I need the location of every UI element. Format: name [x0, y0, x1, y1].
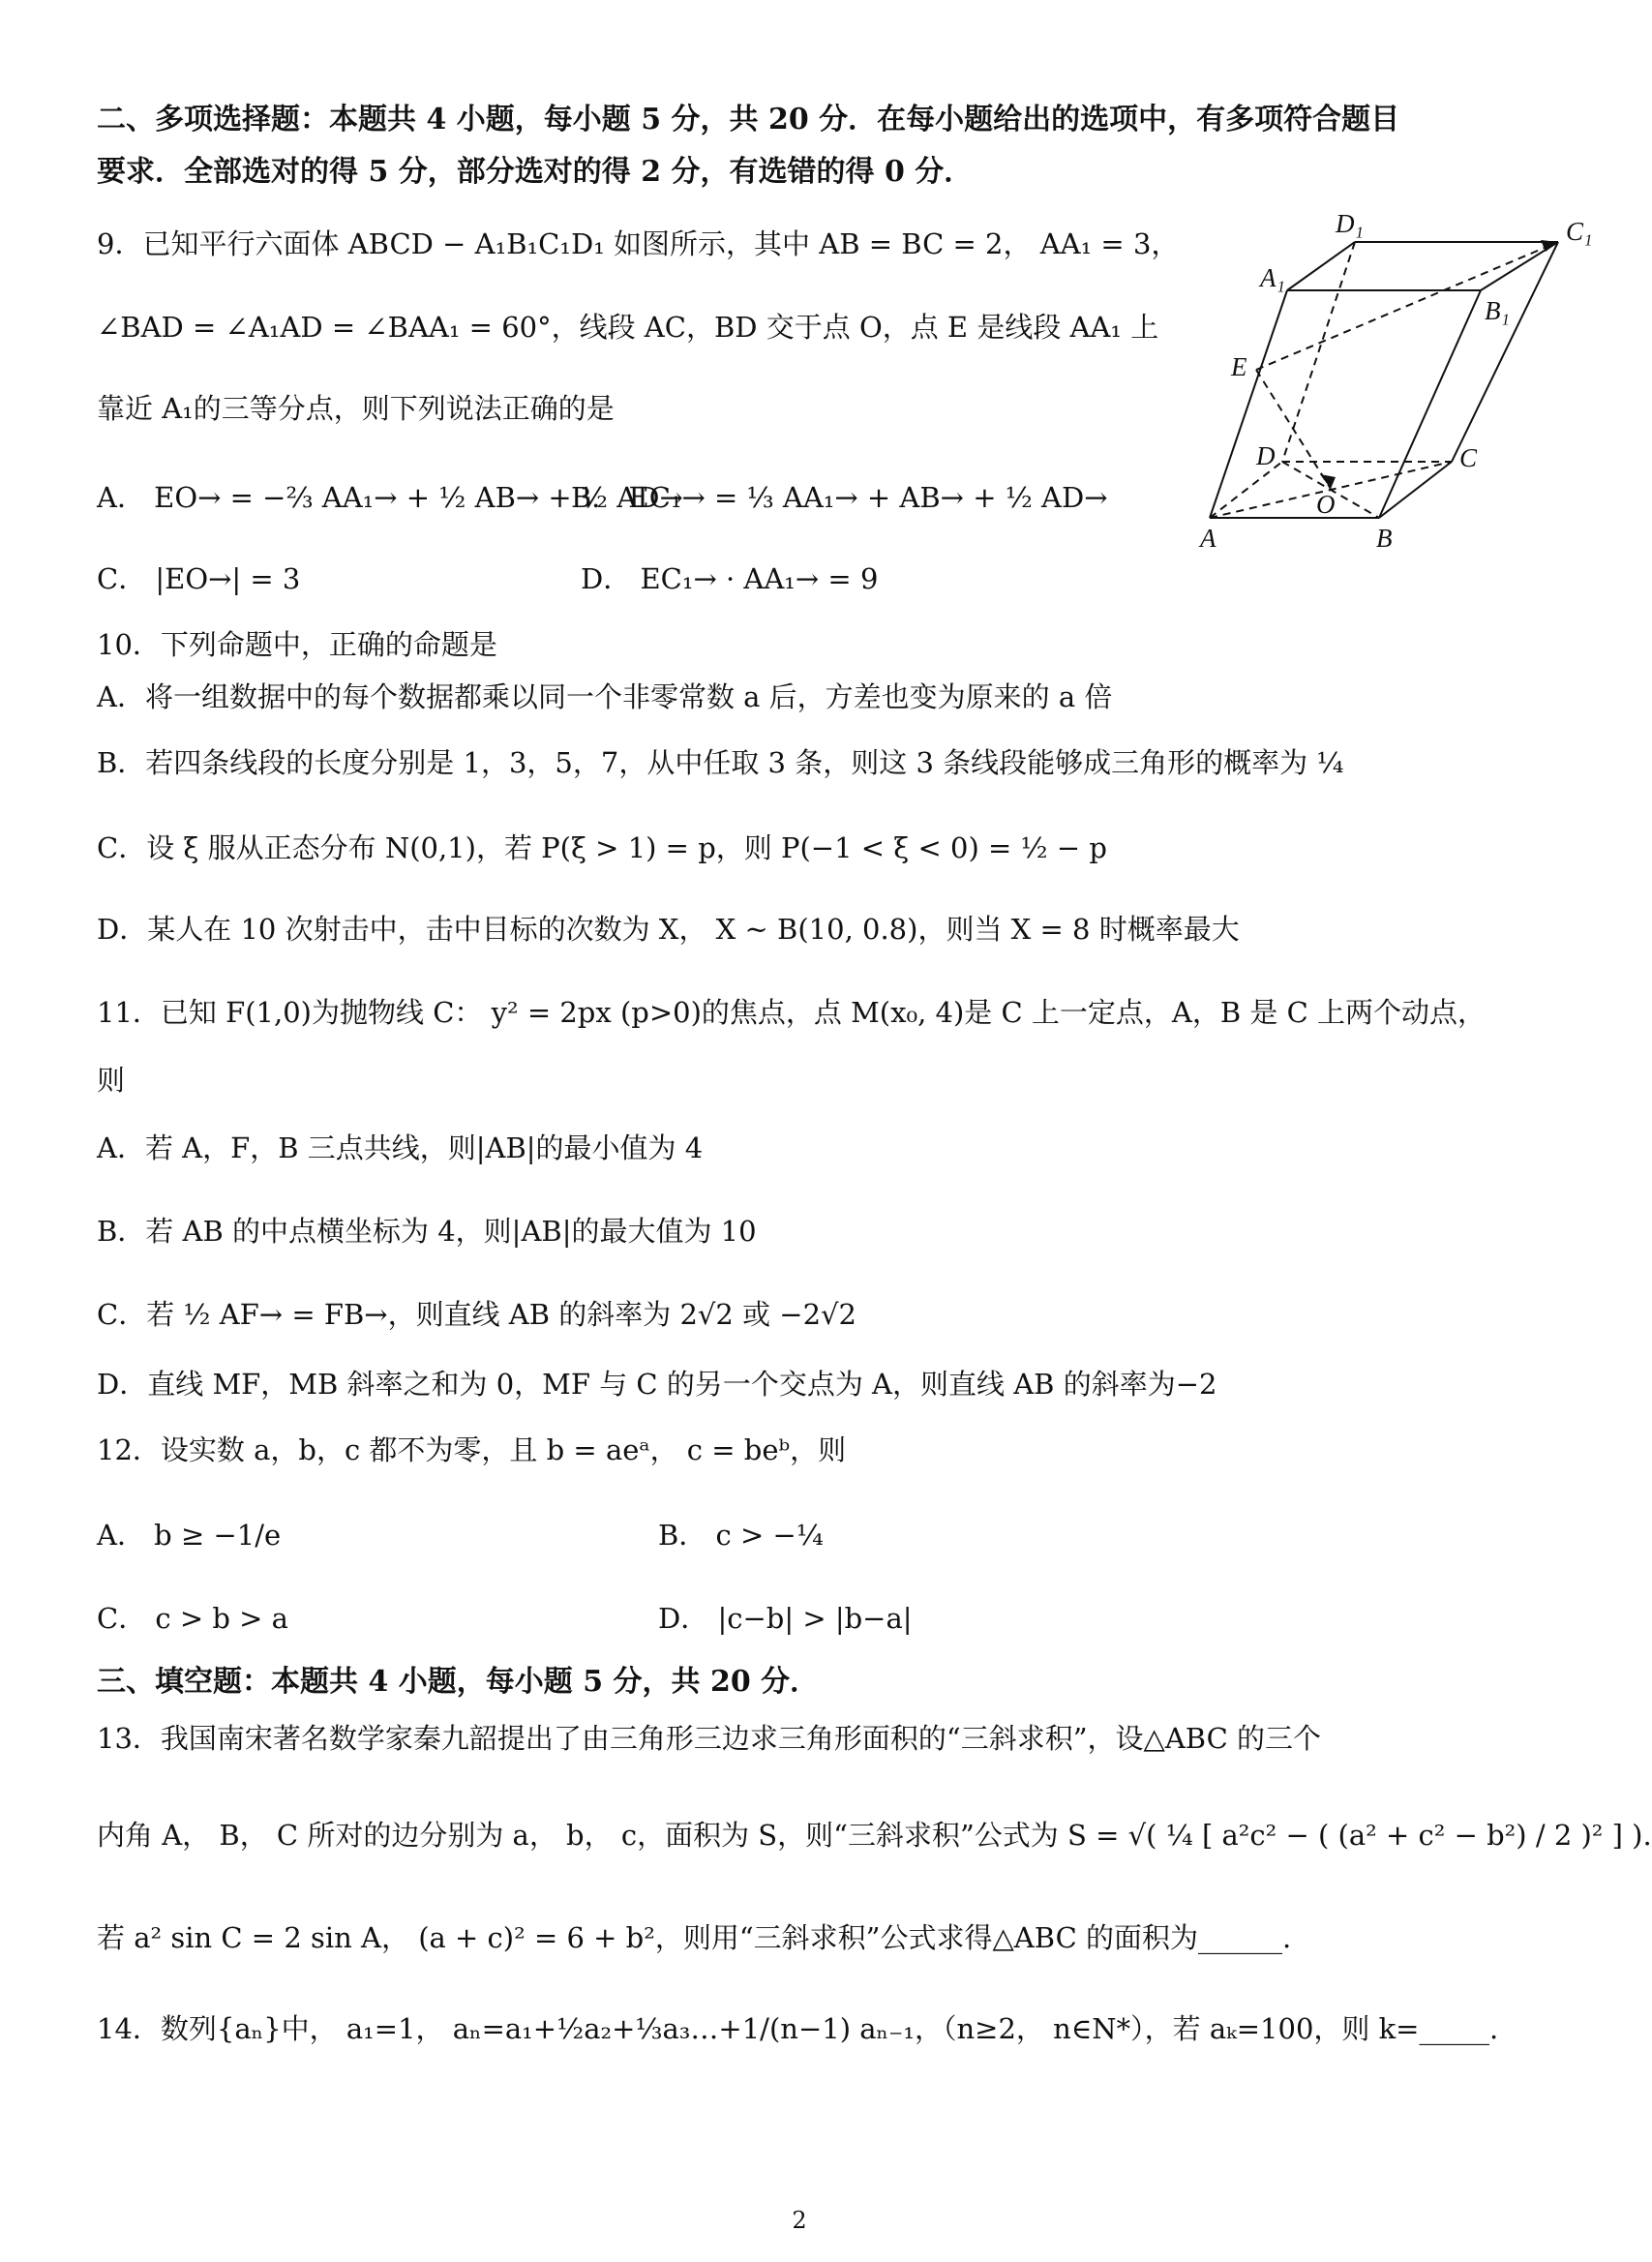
q10-option-b: B．若四条线段的长度分别是 1，3，5，7，从中任取 3 条，则这 3 条线段能够成三角形的概率为 ¼	[97, 746, 1344, 779]
q11-option-b: B．若 AB 的中点横坐标为 4，则|AB|的最大值为 10	[97, 1215, 757, 1248]
q11-option-c: C．若 ½ AF→ = FB→，则直线 AB 的斜率为 2√2 或 −2√2	[97, 1298, 856, 1331]
q10-stem: 10．下列命题中，正确的命题是	[97, 628, 497, 661]
section3-heading: 三、填空题：本题共 4 小题，每小题 5 分，共 20 分．	[97, 1665, 820, 1699]
label-a1: A₁	[1260, 263, 1285, 292]
label-d1: D₁	[1336, 209, 1364, 238]
q9-line1: 9．已知平行六面体 ABCD − A₁B₁C₁D₁ 如图所示，其中 AB = BC = 2， AA₁ = 3，	[97, 227, 1180, 260]
label-c1: C₁	[1566, 217, 1593, 246]
q11-option-d: D．直线 MF，MB 斜率之和为 0，MF 与 C 的另一个交点为 A，则直线 AB 的斜率为−2	[97, 1368, 1217, 1401]
q9-option-d: D． EC₁→ · AA₁→ = 9	[581, 562, 879, 595]
q10-option-a: A．将一组数据中的每个数据都乘以同一个非零常数 a 后，方差也变为原来的 a 倍	[97, 680, 1113, 713]
label-d: D	[1256, 441, 1276, 470]
label-e: E	[1231, 352, 1247, 381]
q9-option-c: C． |EO→| = 3	[97, 562, 301, 595]
label-o: O	[1316, 490, 1336, 519]
q11-line1: 11．已知 F(1,0)为抛物线 C： y² = 2px (p>0)的焦点，点 M(x₀, 4)是 C 上一定点，A，B 是 C 上两个动点，	[97, 996, 1487, 1029]
q10-option-d: D．某人在 10 次射击中，击中目标的次数为 X， X ~ B(10, 0.8)，则当 X = 8 时概率最大	[97, 913, 1240, 946]
label-c: C	[1459, 443, 1478, 472]
q11-line2: 则	[97, 1064, 126, 1097]
q9-line2: ∠BAD = ∠A₁AD = ∠BAA₁ = 60°，线段 AC，BD 交于点 O，点 E 是线段 AA₁ 上	[97, 311, 1159, 344]
q13-line2: 内角 A， B， C 所对的边分别为 a， b， c，面积为 S，则“三斜求积”公式为 S = √( ¼ [ a²c² − ( (a² + c² − b²) / 2 )² ] ).	[97, 1819, 1652, 1852]
q12-stem: 12．设实数 a，b，c 都不为零，且 b = aeᵃ， c = beᵇ，则	[97, 1433, 847, 1466]
q12-option-b: B． c > −¼	[658, 1519, 824, 1552]
q9-option-a: A． EO→ = −⅔ AA₁→ + ½ AB→ + ½ AD→	[97, 481, 683, 514]
label-a: A	[1200, 524, 1216, 553]
q12-option-a: A． b ≥ −1/e	[97, 1519, 282, 1552]
q10-option-c: C．设 ξ 服从正态分布 N(0,1)，若 P(ξ > 1) = p，则 P(−1 < ξ < 0) = ½ − p	[97, 831, 1107, 864]
label-b1: B₁	[1485, 296, 1510, 325]
q12-option-d: D． |c−b| > |b−a|	[658, 1602, 913, 1635]
q13-line1: 13．我国南宋著名数学家秦九韶提出了由三角形三边求三角形面积的“三斜求积”，设△ABC 的三个	[97, 1722, 1322, 1755]
page-number: 2	[792, 2207, 807, 2234]
q9-line3: 靠近 A₁的三等分点，则下列说法正确的是	[97, 392, 615, 425]
q13-line3: 若 a² sin C = 2 sin A， (a + c)² = 6 + b²，则用“三斜求积”公式求得△ABC 的面积为______.	[97, 1921, 1292, 1954]
label-b: B	[1376, 524, 1393, 553]
q14-line1: 14．数列{aₙ}中， a₁=1， aₙ=a₁+½a₂+⅓a₃…+1/(n−1) aₙ₋₁，（n≥2， n∈N*），若 aₖ=100，则 k=_____.	[97, 2012, 1499, 2045]
section2-heading-line1: 二、多项选择题：本题共 4 小题，每小题 5 分，共 20 分．在每小题给出的选项中，有多项符合题目	[97, 103, 1400, 136]
q11-option-a: A．若 A，F，B 三点共线，则|AB|的最小值为 4	[97, 1131, 704, 1164]
q12-option-c: C． c > b > a	[97, 1602, 288, 1635]
section2-heading-line2: 要求．全部选对的得 5 分，部分选对的得 2 分，有选错的得 0 分．	[97, 155, 974, 189]
q9-option-b: B． EC₁→ = ⅓ AA₁→ + AB→ + ½ AD→	[571, 481, 1108, 514]
parallelepiped-figure	[1200, 209, 1593, 561]
